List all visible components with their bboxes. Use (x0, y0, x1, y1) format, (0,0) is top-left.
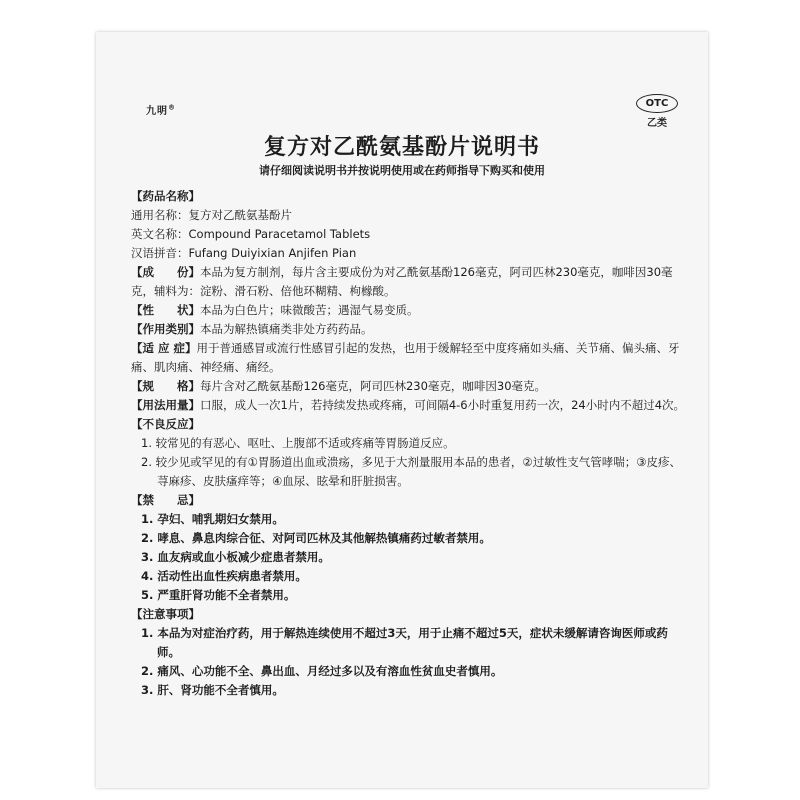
adverse-item: 2. 较少见或罕见的有①胃肠道出血或溃疡，多见于大剂量服用本品的患者，②过敏性支气管哮喘；③皮疹、荨麻疹、皮肤瘙痒等；④血尿、眩晕和肝脏损害。 (141, 455, 682, 488)
otc-class: 乙类 (647, 118, 667, 129)
composition-key: 【成 份】 (131, 265, 200, 279)
otc-badge: OTC (636, 94, 678, 113)
specification-text: 每片含对乙酰氨基酚126毫克，阿司匹林230毫克，咖啡因30毫克。 (200, 379, 547, 393)
section-contraindications-header: 【禁 忌】 (131, 493, 200, 507)
contraindication-item: 5. 严重肝肾功能不全者禁用。 (141, 588, 296, 602)
contraindication-item: 1. 孕妇、哺乳期妇女禁用。 (141, 512, 284, 526)
section-drug-name-header: 【药品名称】 (131, 189, 200, 203)
category-key: 【作用类别】 (131, 322, 200, 336)
brand-name: 九明 (146, 106, 168, 117)
leaflet-body (131, 187, 686, 700)
registered-mark: ® (168, 103, 176, 112)
section-dosage (131, 396, 686, 415)
dosage-key: 【用法用量】 (131, 398, 200, 412)
contraindication-item: 4. 活动性出血性疾病患者禁用。 (141, 569, 307, 583)
contraindication-item: 3. 血友病或血小板减少症患者禁用。 (141, 550, 330, 564)
composition-text: 本品为复方制剂，每片含主要成份为对乙酰氨基酚126毫克，阿司匹林230毫克，咖啡因30毫克，辅料为：淀粉、滑石粉、倍他环糊精、枸橼酸。 (131, 265, 673, 298)
specification-key: 【规 格】 (131, 379, 200, 393)
section-specification (131, 377, 686, 396)
category-text: 本品为解热镇痛类非处方药药品。 (200, 322, 373, 336)
section-appearance (131, 301, 686, 320)
dosage-text: 口服，成人一次1片，若持续发热或疼痛，可间隔4-6小时重复用药一次，24小时内不超过4次。 (200, 398, 686, 412)
indications-key: 【适 应 症】 (131, 341, 197, 355)
indications-text: 用于普通感冒或流行性感冒引起的发热，也用于缓解轻至中度疼痛如头痛、关节痛、偏头痛、牙痛、肌肉痛、神经痛、痛经。 (131, 341, 680, 374)
appearance-key: 【性 状】 (131, 303, 200, 317)
section-precautions-header: 【注意事项】 (131, 607, 200, 621)
section-category (131, 320, 686, 339)
english-name: 英文名称：Compound Paracetamol Tablets (131, 227, 371, 241)
document-title: 复方对乙酰氨基酚片说明书 (263, 135, 540, 160)
adverse-item: 1. 较常见的有恶心、呕吐、上腹部不适或疼痛等胃肠道反应。 (141, 436, 455, 450)
contraindication-item: 2. 哮息、鼻息肉综合征、对阿司匹林及其他解热镇痛药过敏者禁用。 (141, 531, 491, 545)
precaution-item: 2. 痛风、心功能不全、鼻出血、月经过多以及有溶血性贫血史者慎用。 (141, 664, 503, 678)
section-adverse-header: 【不良反应】 (131, 417, 200, 431)
otc-mark (636, 94, 678, 129)
document-subtitle: 请仔细阅读说明书并按说明使用或在药师指导下购买和使用 (259, 164, 545, 177)
appearance-text: 本品为白色片；味微酸苦；遇湿气易变质。 (200, 303, 419, 317)
section-indications (131, 339, 686, 377)
pinyin-name: 汉语拼音：Fufang Duiyixian Anjifen Pian (131, 246, 357, 260)
precaution-item: 1. 本品为对症治疗药，用于解热连续使用不超过3天，用于止痛不超过5天，症状未缓解请咨询医师或药师。 (141, 626, 668, 659)
section-composition (131, 263, 686, 301)
generic-name: 通用名称：复方对乙酰氨基酚片 (131, 208, 292, 222)
brand-logo (146, 102, 176, 117)
precaution-item: 3. 肝、肾功能不全者慎用。 (141, 683, 284, 697)
leaflet-sheet (96, 32, 708, 788)
